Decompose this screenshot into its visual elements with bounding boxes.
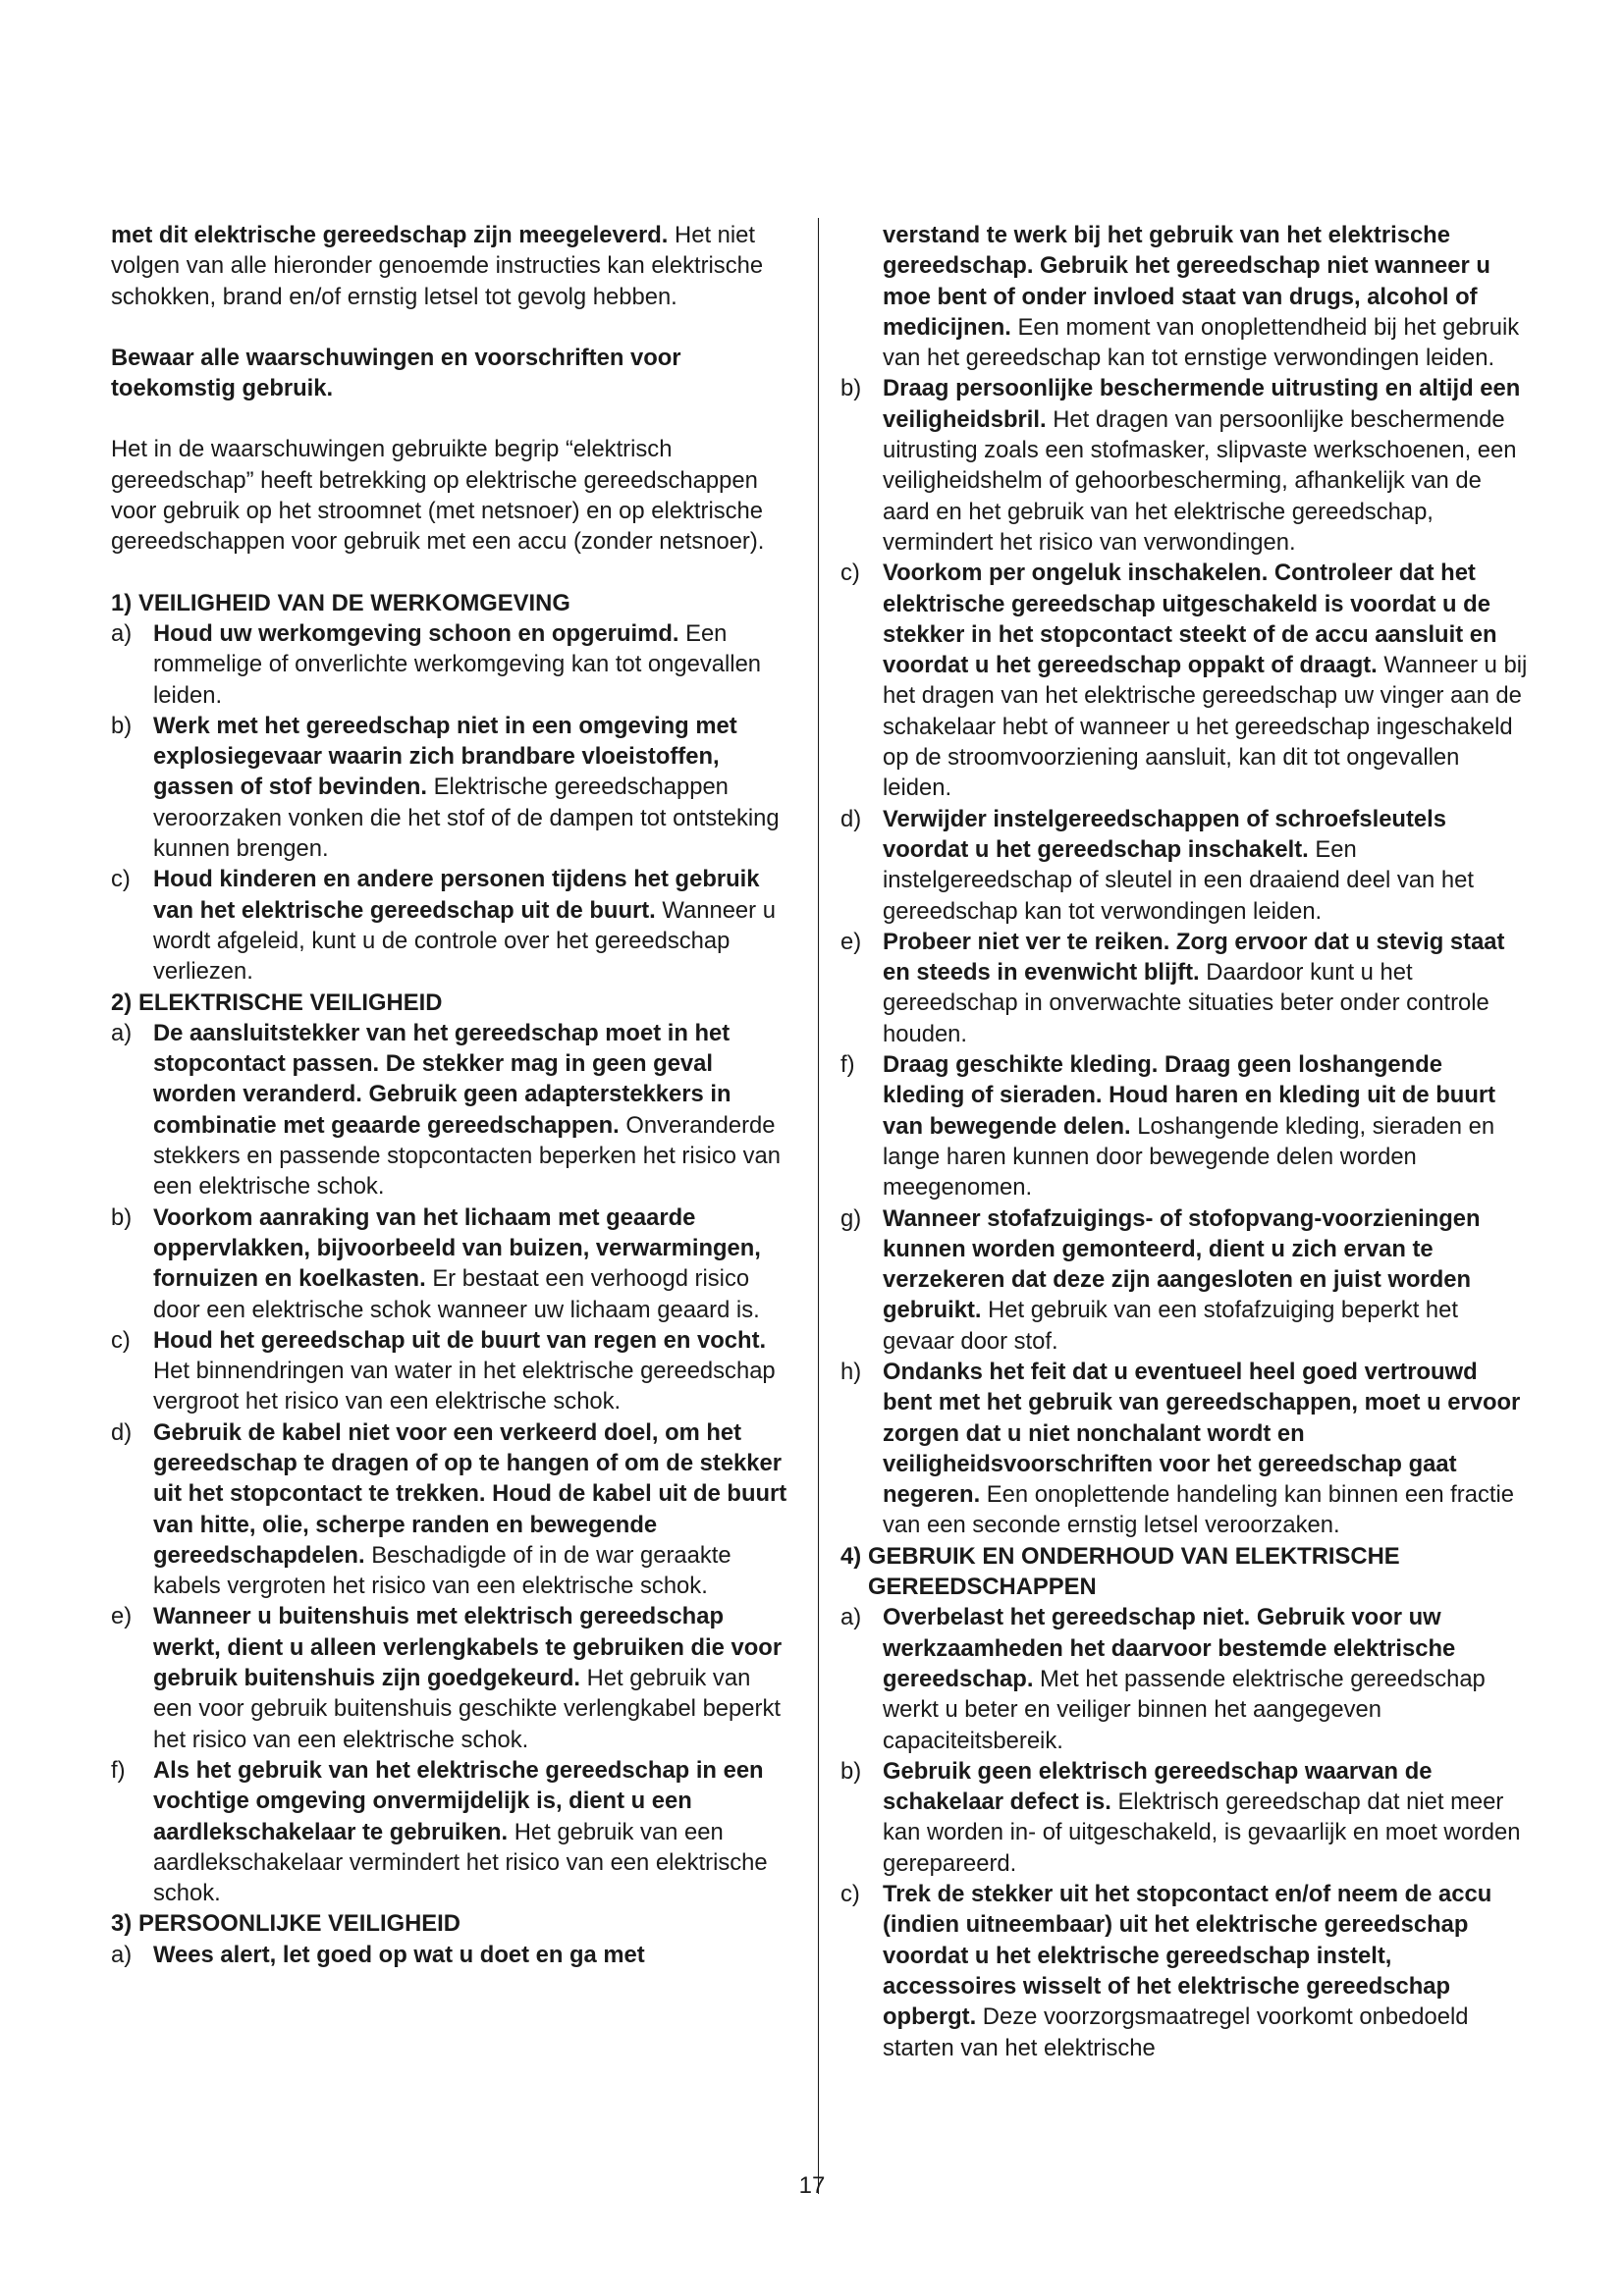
item-body xyxy=(883,927,1528,1049)
item-body xyxy=(153,618,793,711)
item-bold-text: Draag geschikte kleding. Draag geen loshangende kleding of sieraden. Houd haren en kleding uit de buurt van bewegende delen. xyxy=(883,1051,1496,1140)
item-bold-text: De aansluitstekker van het gereedschap moet in het stopcontact passen. De stekker mag in geen geval worden veranderd. Gebruik geen adapterstekkers in combinatie met geaarde gereedschappen. xyxy=(153,1019,731,1139)
item-bold-text: Verwijder instelgereedschappen of schroefsleutels voordat u het gereedschap inschakelt. xyxy=(883,805,1446,863)
item-body xyxy=(153,1940,793,1970)
intro-paragraph xyxy=(111,220,793,312)
list-item xyxy=(840,1756,1528,1879)
keep-notice: Bewaar alle waarschuwingen en voorschriften voor toekomstig gebruik. xyxy=(111,344,681,402)
intro-bold: met dit elektrische gereedschap zijn meegeleverd. xyxy=(111,222,669,248)
list-item xyxy=(840,1357,1528,1541)
item-bold-text: Wees alert, let goed op wat u doet en ga met xyxy=(153,1941,645,1968)
item-text: Wanneer u wordt afgeleid, kunt u de controle over het gereedschap verliezen. xyxy=(153,896,776,986)
item-text: Deze voorzorgsmaatregel voorkomt onbedoeld starten van het elektrische xyxy=(883,2003,1469,2061)
item-text: Een rommelige of onverlichte werkomgeving kan tot ongevallen leiden. xyxy=(153,619,762,709)
list-item xyxy=(840,373,1528,558)
item-body xyxy=(883,1203,1528,1357)
item-text: Een instelgereedschap of sleutel in een draaiend deel van het gereedschap kan tot verwondingen leiden. xyxy=(883,835,1474,925)
item-bold-text: Houd kinderen en andere personen tijdens het gebruik van het elektrische gereedschap uit de buurt. xyxy=(153,866,760,924)
item-body xyxy=(153,1018,793,1202)
item-label: c) xyxy=(111,866,131,893)
list-item xyxy=(111,618,793,711)
page-number: 17 xyxy=(798,2172,826,2199)
item-body xyxy=(153,1325,793,1417)
item-text: Daardoor kunt u het gereedschap in onverwachte situaties beter onder controle houden. xyxy=(883,959,1489,1047)
section-heading-3: 3) PERSOONLIJKE VEILIGHEID xyxy=(111,1910,460,1938)
item-bold-text: Trek de stekker uit het stopcontact en/of neem de accu (indien uitneembaar) uit het elektrische gereedschap voordat u het elektrische gereedschap instelt, accessoires wisselt of het elektrische gereedschap opbergt. xyxy=(883,1881,1492,2031)
item-bold-text: Houd het gereedschap uit de buurt van regen en vocht. xyxy=(153,1326,767,1354)
section-heading-2: 2) ELEKTRISCHE VEILIGHEID xyxy=(111,988,443,1016)
item-bold-text: Wanneer u buitenshuis met elektrisch gereedschap werkt, dient u alleen verlengkabels te gebruiken die voor gebruik buitenshuis zijn goedgekeurd. xyxy=(153,1603,783,1692)
section-heading-1: 1) VEILIGHEID VAN DE WERKOMGEVING xyxy=(111,589,570,616)
item-body xyxy=(883,1602,1528,1755)
column-divider xyxy=(818,218,819,2194)
section-list-3 xyxy=(111,1940,793,1970)
item-label: a) xyxy=(840,1604,862,1631)
item-bold-text: Overbelast het gereedschap niet. Gebruik voor uw werkzaamheden het daarvoor bestemde elektrische gereedschap. xyxy=(883,1604,1456,1692)
list-item xyxy=(111,1325,793,1417)
item-label: c) xyxy=(840,560,860,587)
item-text: Een onoplettende handeling kan binnen een fractie van een seconde ernstig letsel veroorzaken. xyxy=(883,1481,1514,1539)
item-label: a) xyxy=(111,619,133,647)
list-item xyxy=(111,1018,793,1202)
item-body xyxy=(883,804,1528,927)
item-label: d) xyxy=(111,1418,133,1446)
item-text: Het gebruik van een aardlekschakelaar vermindert het risico van een elektrische schok. xyxy=(153,1818,768,1907)
item-text: Elektrisch gereedschap dat niet meer kan worden in- of uitgeschakeld, is gevaarlijk en moet worden gerepareerd. xyxy=(883,1789,1521,1877)
item-bold-text: Voorkom per ongeluk inschakelen. Controleer dat het elektrische gereedschap uitgeschakeld is voordat u de stekker in het stopcontact steekt of de accu aansluit en voordat u het gereedschap oppakt of draagt. xyxy=(883,560,1497,679)
item-bold-text: Ondanks het feit dat u eventueel heel goed vertrouwd bent met het gebruik van gereedschappen, moet u ervoor zorgen dat u niet nonchalant wordt en veiligheidsvoorschriften voor het gereedschap gaat negeren. xyxy=(883,1358,1521,1509)
item-label: e) xyxy=(840,928,862,955)
continued-item: verstand te werk bij het gebruik van het elektrische gereedschap. Gebruik het gereedschap niet wanneer u moe bent of onder invloed staat van drugs, alcohol of medicijnen. Een moment van onoplettendheid bij het gebruik van het gereedschap kan tot ernstige verwondingen leiden. xyxy=(883,222,1520,372)
item-text: Beschadigde of in de war geraakte kabels vergroten het risico van een elektrische schok. xyxy=(153,1541,731,1600)
item-label: b) xyxy=(111,712,133,739)
list-item xyxy=(840,1203,1528,1357)
item-bold-text: Als het gebruik van het elektrische gereedschap in een vochtige omgeving onvermijdelijk is, dient u een aardlekschakelaar te gebruiken. xyxy=(153,1756,764,1845)
item-body xyxy=(153,1417,793,1602)
item-text: Met het passende elektrische gereedschap werkt u beter en veiliger binnen het aangegeven capaciteitsbereik. xyxy=(883,1665,1486,1754)
list-item xyxy=(840,558,1528,803)
item-label: c) xyxy=(111,1326,131,1354)
intro-text: Het niet volgen van alle hieronder genoemde instructies kan elektrische schokken, brand en/of ernstig letsel tot gevolg hebben. xyxy=(111,222,764,310)
item-body xyxy=(883,558,1528,803)
item-bold-text: Houd uw werkomgeving schoon en opgeruimd. xyxy=(153,619,679,647)
item-label: h) xyxy=(840,1358,862,1385)
item-body xyxy=(883,373,1528,558)
item-bold-text: Draag persoonlijke beschermende uitrusting en altijd een veiligheidsbril. xyxy=(883,375,1521,433)
section-list-4 xyxy=(840,1602,1528,2062)
list-item xyxy=(840,1602,1528,1755)
item-body xyxy=(153,711,793,864)
item-label: f) xyxy=(840,1051,855,1079)
section-heading-4: 4) GEBRUIK EN ONDERHOUD VAN ELEKTRISCHE GEREEDSCHAPPEN xyxy=(840,1542,1400,1601)
item-label: a) xyxy=(111,1941,133,1968)
item-body xyxy=(883,1879,1528,2063)
definition-paragraph: Het in de waarschuwingen gebruikte begrip “elektrisch gereedschap” heeft betrekking op elektrische gereedschappen voor gebruik op het stroomnet (met netsnoer) en op elektrische gereedschappen voor gebruik met een accu (zonder netsnoer). xyxy=(111,436,765,556)
item-label: b) xyxy=(111,1203,133,1231)
item-label: d) xyxy=(840,805,862,832)
section-list-3-cont xyxy=(840,373,1528,1540)
list-item xyxy=(840,1879,1528,2063)
list-item xyxy=(111,1202,793,1325)
item-text: Er bestaat een verhoogd risico door een elektrische schok wanneer uw lichaam geaard is. xyxy=(153,1265,760,1323)
item-label: b) xyxy=(840,1757,862,1785)
list-item xyxy=(111,1940,793,1970)
item-bold-text: Wanneer stofafzuigings- of stofopvang-voorzieningen kunnen worden gemonteerd, dient u zich ervan te verzekeren dat deze zijn aangesloten en juist worden gebruikt. xyxy=(883,1204,1481,1324)
item-bold-text: Probeer niet ver te reiken. Zorg ervoor dat u stevig staat en steeds in evenwicht blijft. xyxy=(883,928,1505,987)
item-bold-text: Gebruik geen elektrisch gereedschap waarvan de schakelaar defect is. xyxy=(883,1757,1433,1816)
item-text: Onveranderde stekkers en passende stopcontacten beperken het risico van een elektrische schok. xyxy=(153,1111,781,1201)
item-label: a) xyxy=(111,1019,133,1046)
item-text: Het gebruik van een stofafzuiging beperkt het gevaar door stof. xyxy=(883,1297,1459,1355)
item-text: Het dragen van persoonlijke beschermende uitrusting zoals een stofmasker, slipvaste werkschoenen, een veiligheidshelm of gehoorbescherming, afhankelijk van de aard en het gebruik van het elektrische gereedschap, vermindert het risico van verwondingen. xyxy=(883,405,1517,556)
item-label: e) xyxy=(111,1603,133,1630)
list-item xyxy=(111,1755,793,1908)
item-body xyxy=(153,1202,793,1325)
item-text: Het gebruik van een voor gebruik buitenshuis geschikte verlengkabel beperkt het risico van een elektrische schok. xyxy=(153,1665,781,1753)
list-item xyxy=(840,1049,1528,1202)
item-body xyxy=(153,864,793,987)
list-item xyxy=(840,804,1528,927)
item-text: Loshangende kleding, sieraden en lange haren kunnen door bewegende delen worden meegenomen. xyxy=(883,1112,1495,1201)
list-item xyxy=(111,1601,793,1754)
left-column xyxy=(111,220,793,1970)
item-bold-text: Werk met het gereedschap niet in een omgeving met explosiegevaar waarin zich brandbare vloeistoffen, gassen of stof bevinden. xyxy=(153,712,737,801)
item-text: Elektrische gereedschappen veroorzaken vonken die het stof of de dampen tot ontsteking kunnen brengen. xyxy=(153,774,780,863)
item-text: Het binnendringen van water in het elektrische gereedschap vergroot het risico van een elektrische schok. xyxy=(153,1358,776,1415)
item-body xyxy=(883,1357,1528,1541)
item-label: c) xyxy=(840,1881,860,1908)
list-item xyxy=(111,1417,793,1602)
list-item xyxy=(111,711,793,864)
item-label: g) xyxy=(840,1204,862,1232)
item-body xyxy=(153,1755,793,1908)
item-bold-text: Voorkom aanraking van het lichaam met geaarde oppervlakken, bijvoorbeeld van buizen, verwarmingen, fornuizen en koelkasten. xyxy=(153,1203,761,1293)
list-item xyxy=(111,864,793,987)
item-label: f) xyxy=(111,1756,126,1784)
list-item xyxy=(840,927,1528,1049)
item-text: Wanneer u bij het dragen van het elektrische gereedschap uw vinger aan de schakelaar hebt of wanneer u het gereedschap ingeschakeld op de stroomvoorziening aansluit, kan dit tot ongevallen leiden. xyxy=(883,652,1528,802)
section-list-1 xyxy=(111,618,793,988)
item-body xyxy=(153,1601,793,1754)
item-label: b) xyxy=(840,375,862,402)
section-list-2 xyxy=(111,1018,793,1909)
item-body xyxy=(883,1756,1528,1879)
item-body xyxy=(883,1049,1528,1202)
item-bold-text: Gebruik de kabel niet voor een verkeerd doel, om het gereedschap te dragen of op te hangen of om de stekker uit het stopcontact te trekken. Houd de kabel uit de buurt van hitte, olie, scherpe randen en bewegende gereedschapdelen. xyxy=(153,1418,787,1569)
right-column xyxy=(840,220,1528,2063)
